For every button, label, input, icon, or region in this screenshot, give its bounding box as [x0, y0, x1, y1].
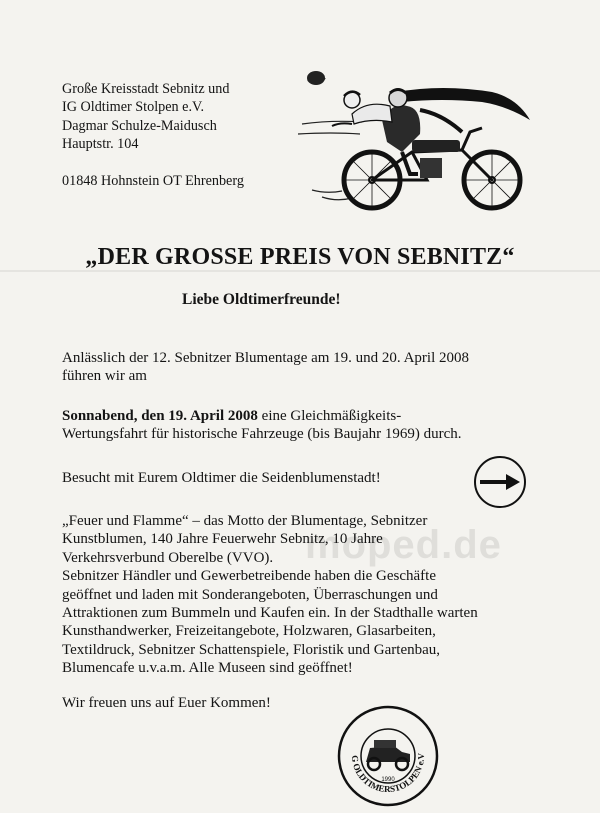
event-date: Sonnabend, den 19. April 2008	[62, 408, 258, 424]
sender-line-3: Dagmar Schulze-Maidusch	[62, 117, 217, 134]
details-line-4: Sebnitzer Händler und Gewerbetreibende haben die Geschäfte	[62, 568, 436, 585]
intro-line-2: führen wir am	[62, 368, 147, 385]
invite-line: Besucht mit Eurem Oldtimer die Seidenblumenstadt!	[62, 470, 381, 486]
club-seal-logo	[336, 704, 440, 808]
watermark: moped.de	[305, 523, 502, 567]
closing-line: Wir freuen uns auf Euer Kommen!	[62, 695, 271, 711]
intro-paragraph	[62, 349, 469, 386]
intro-line-1: Anlässlich der 12. Sebnitzer Blumentage am 19. und 20. April 2008	[62, 350, 470, 366]
arrow-right-circle-icon	[472, 454, 528, 510]
sender-line-2: IG Oldtimer Stolpen e.V.	[62, 99, 204, 116]
seal-text-path: G OLDTIMERSTOLPEN e.V	[349, 754, 427, 795]
sender-city: 01848 Hohnstein OT Ehrenberg	[62, 172, 244, 189]
details-line-6: Attraktionen zum Bummeln und Kaufen ein. In der Stadthalle warten	[62, 605, 478, 622]
event-title: „DER GROSSE PREIS VON SEBNITZ“	[85, 244, 515, 270]
sender-address	[62, 80, 244, 190]
details-line-1: „Feuer und Flamme“ – das Motto der Blumentage, Sebnitzer	[62, 513, 428, 529]
sender-line-1: Große Kreisstadt Sebnitz und	[62, 81, 230, 97]
seal-year: 1990	[381, 777, 395, 783]
details-line-3: Verkehrsverbund Oberelbe (VVO).	[62, 549, 274, 566]
details-line-2: Kunstblumen, 140 Jahre Feuerwehr Sebnitz, 10 Jahre	[62, 531, 383, 548]
greeting: Liebe Oldtimerfreunde!	[182, 291, 341, 308]
date-paragraph	[62, 407, 462, 444]
details-line-5: geöffnet und laden mit Sonderangeboten, Überraschungen und	[62, 586, 438, 603]
sender-line-4: Hauptstr. 104	[62, 136, 139, 153]
date-line-1	[62, 407, 462, 425]
details-line-8: Textildruck, Sebnitzer Schattenspiele, Floristik und Gartenbau,	[62, 641, 441, 658]
motorcycle-riders-illustration	[292, 62, 536, 212]
details-line-7: Kunsthandwerker, Freizeitangebote, Holzwaren, Glasarbeiten,	[62, 623, 436, 640]
date-line-1-rest: eine Gleichmäßigkeits-	[257, 408, 402, 424]
details-line-9: Blumencafe u.v.a.m. Alle Museen sind geöffnet!	[62, 660, 353, 677]
date-line-2: Wertungsfahrt für historische Fahrzeuge (bis Baujahr 1969) durch.	[62, 426, 462, 443]
